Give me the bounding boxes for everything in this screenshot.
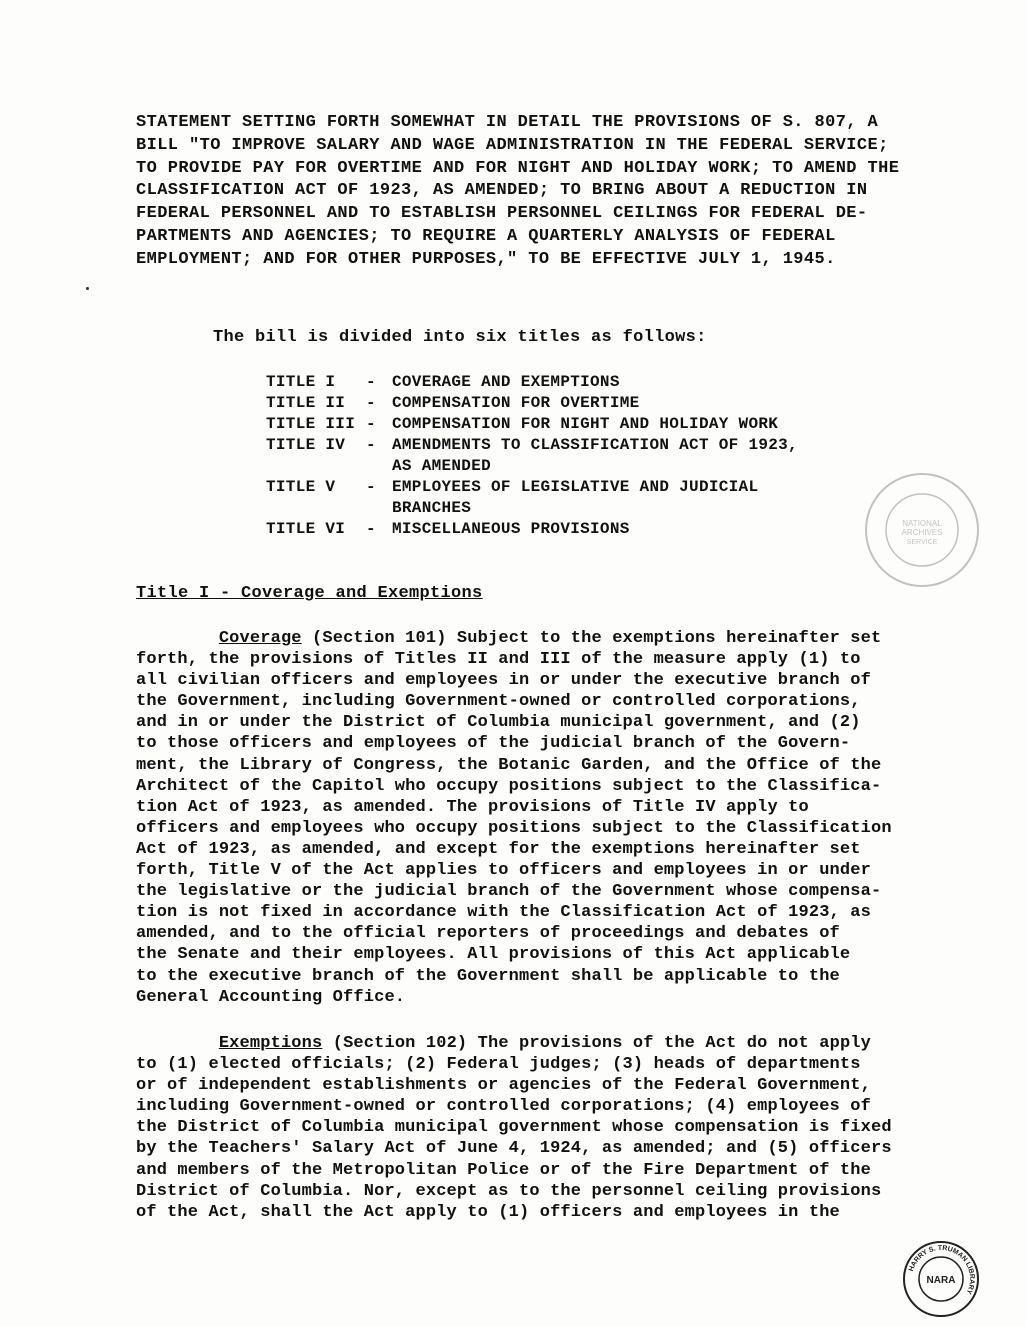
title-number: TITLE II bbox=[266, 394, 346, 412]
paragraph-line: to those officers and employees of the judicial branch of the Govern- bbox=[136, 734, 851, 754]
paragraph-line: amended, and to the official reporters of proceedings and debates of bbox=[136, 924, 840, 944]
title-description-line: EMPLOYEES OF LEGISLATIVE AND JUDICIAL bbox=[392, 478, 759, 496]
title-description bbox=[392, 519, 630, 540]
paragraph-line: Architect of the Capitol who occupy positions subject to the Classifica- bbox=[136, 776, 882, 796]
svg-text:NATIONAL: NATIONAL bbox=[902, 519, 942, 528]
heading-line: CLASSIFICATION ACT OF 1923, AS AMENDED; TO BRING ABOUT A REDUCTION IN bbox=[136, 181, 868, 201]
title-description bbox=[392, 393, 640, 414]
title-number: TITLE III bbox=[266, 415, 356, 433]
heading-line: BILL "TO IMPROVE SALARY AND WAGE ADMINISTRATION IN THE FEDERAL SERVICE; bbox=[136, 135, 889, 155]
heading-line: STATEMENT SETTING FORTH SOMEWHAT IN DETAIL THE PROVISIONS OF S. 807, A bbox=[136, 113, 879, 132]
title-row bbox=[266, 372, 798, 393]
paragraph-line: and in or under the District of Columbia municipal government, and (2) bbox=[136, 713, 861, 733]
paragraph-line bbox=[136, 628, 916, 649]
paragraph-line: to (1) elected officials; (2) Federal judges; (3) heads of departments bbox=[136, 1055, 861, 1075]
svg-text:HARRY S. TRUMAN LIBRARY: HARRY S. TRUMAN LIBRARY bbox=[908, 1244, 976, 1296]
paragraph-line: Act of 1923, as amended, and except for the exemptions hereinafter set bbox=[136, 839, 861, 859]
paragraph-line: the legislative or the judicial branch of the Government whose compensa- bbox=[136, 882, 882, 902]
archive-seal-icon bbox=[862, 470, 982, 590]
paragraph-line: ment, the Library of Congress, the Botanic Garden, and the Office of the bbox=[136, 755, 882, 775]
title-dash: - bbox=[366, 478, 376, 496]
title-description-line: AS AMENDED bbox=[392, 457, 492, 475]
paragraph-line: forth, the provisions of Titles II and III of the measure apply (1) to bbox=[136, 650, 861, 670]
title-description-line: COVERAGE AND EXEMPTIONS bbox=[392, 373, 620, 391]
paragraph-line: the Senate and their employees. All provisions of this Act applicable bbox=[136, 945, 851, 965]
title-row bbox=[266, 393, 798, 414]
heading-line: EMPLOYMENT; AND FOR OTHER PURPOSES," TO BE EFFECTIVE JULY 1, 1945. bbox=[136, 249, 836, 269]
nara-seal-icon bbox=[902, 1240, 980, 1318]
title-description bbox=[392, 414, 778, 435]
heading-line: TO PROVIDE PAY FOR OVERTIME AND FOR NIGHT AND HOLIDAY WORK; TO AMEND THE bbox=[136, 158, 900, 178]
title-row bbox=[266, 414, 798, 435]
paragraph-line: officers and employees who occupy positions subject to the Classification bbox=[136, 818, 892, 838]
title-number: TITLE IV bbox=[266, 436, 346, 454]
exemptions-first-line: (Section 102) The provisions of the Act do not apply bbox=[322, 1034, 871, 1053]
paragraph-line: to the executive branch of the Government shall be applicable to the bbox=[136, 966, 840, 986]
exemptions-paragraph bbox=[136, 1033, 916, 1223]
title-row bbox=[266, 477, 798, 519]
title-dash: - bbox=[366, 394, 376, 412]
title-description-line: COMPENSATION FOR OVERTIME bbox=[392, 394, 640, 412]
exemptions-label: Exemptions bbox=[218, 1034, 323, 1053]
title-number: TITLE I bbox=[266, 373, 336, 391]
coverage-first-line: (Section 101) Subject to the exemptions hereinafter set bbox=[301, 629, 882, 648]
title-description bbox=[392, 477, 758, 519]
paragraph-line: including Government-owned or controlled corporations; (4) employees of bbox=[136, 1097, 871, 1117]
document-heading bbox=[136, 112, 900, 272]
title-number: TITLE VI bbox=[266, 520, 346, 538]
paragraph-line: all civilian officers and employees in or under the executive branch of bbox=[136, 671, 871, 691]
coverage-paragraph bbox=[136, 628, 916, 1008]
heading-line: FEDERAL PERSONNEL AND TO ESTABLISH PERSONNEL CEILINGS FOR FEDERAL DE- bbox=[136, 204, 868, 224]
svg-text:NARA: NARA bbox=[926, 1275, 956, 1286]
title-description-line: COMPENSATION FOR NIGHT AND HOLIDAY WORK bbox=[392, 415, 779, 433]
title-description-line: AMENDMENTS TO CLASSIFICATION ACT OF 1923, bbox=[392, 436, 798, 454]
title-row bbox=[266, 519, 798, 540]
title-description bbox=[392, 372, 620, 393]
scan-speck bbox=[86, 287, 89, 290]
paragraph-line: District of Columbia. Nor, except as to the personnel ceiling provisions bbox=[136, 1181, 882, 1201]
title-dash: - bbox=[366, 415, 376, 433]
title-dash: - bbox=[366, 373, 376, 391]
paragraph-line: by the Teachers' Salary Act of June 4, 1924, as amended; and (5) officers bbox=[136, 1139, 892, 1159]
title-dash: - bbox=[366, 436, 376, 454]
title-description bbox=[392, 435, 798, 477]
heading-line: PARTMENTS AND AGENCIES; TO REQUIRE A QUARTERLY ANALYSIS OF FEDERAL bbox=[136, 226, 836, 246]
paragraph-line: the Government, including Government-owned or controlled corporations, bbox=[136, 692, 861, 712]
paragraph-line: General Accounting Office. bbox=[136, 987, 406, 1007]
title-row bbox=[266, 435, 798, 477]
titles-intro: The bill is divided into six titles as follows: bbox=[213, 328, 707, 347]
coverage-label: Coverage bbox=[218, 629, 302, 648]
title-description-line: MISCELLANEOUS PROVISIONS bbox=[392, 520, 630, 538]
title-description-line: BRANCHES bbox=[392, 499, 472, 517]
paragraph-line: the District of Columbia municipal government whose compensation is fixed bbox=[136, 1118, 892, 1138]
titles-list bbox=[266, 372, 798, 540]
title-number: TITLE V bbox=[266, 478, 336, 496]
paragraph-line: tion Act of 1923, as amended. The provisions of Title IV apply to bbox=[136, 797, 809, 817]
paragraph-line: of the Act, shall the Act apply to (1) officers and employees in the bbox=[136, 1202, 840, 1222]
paragraph-line: tion is not fixed in accordance with the Classification Act of 1923, as bbox=[136, 903, 871, 923]
svg-text:ARCHIVES: ARCHIVES bbox=[901, 528, 943, 537]
svg-text:SERVICE: SERVICE bbox=[906, 539, 938, 546]
title-dash: - bbox=[366, 520, 376, 538]
paragraph-line bbox=[136, 1033, 916, 1054]
paragraph-line: forth, Title V of the Act applies to officers and employees in or under bbox=[136, 861, 871, 881]
paragraph-line: and members of the Metropolitan Police or of the Fire Department of the bbox=[136, 1160, 871, 1180]
paragraph-line: or of independent establishments or agencies of the Federal Government, bbox=[136, 1076, 871, 1096]
section-heading-title-i: Title I - Coverage and Exemptions bbox=[136, 584, 483, 603]
